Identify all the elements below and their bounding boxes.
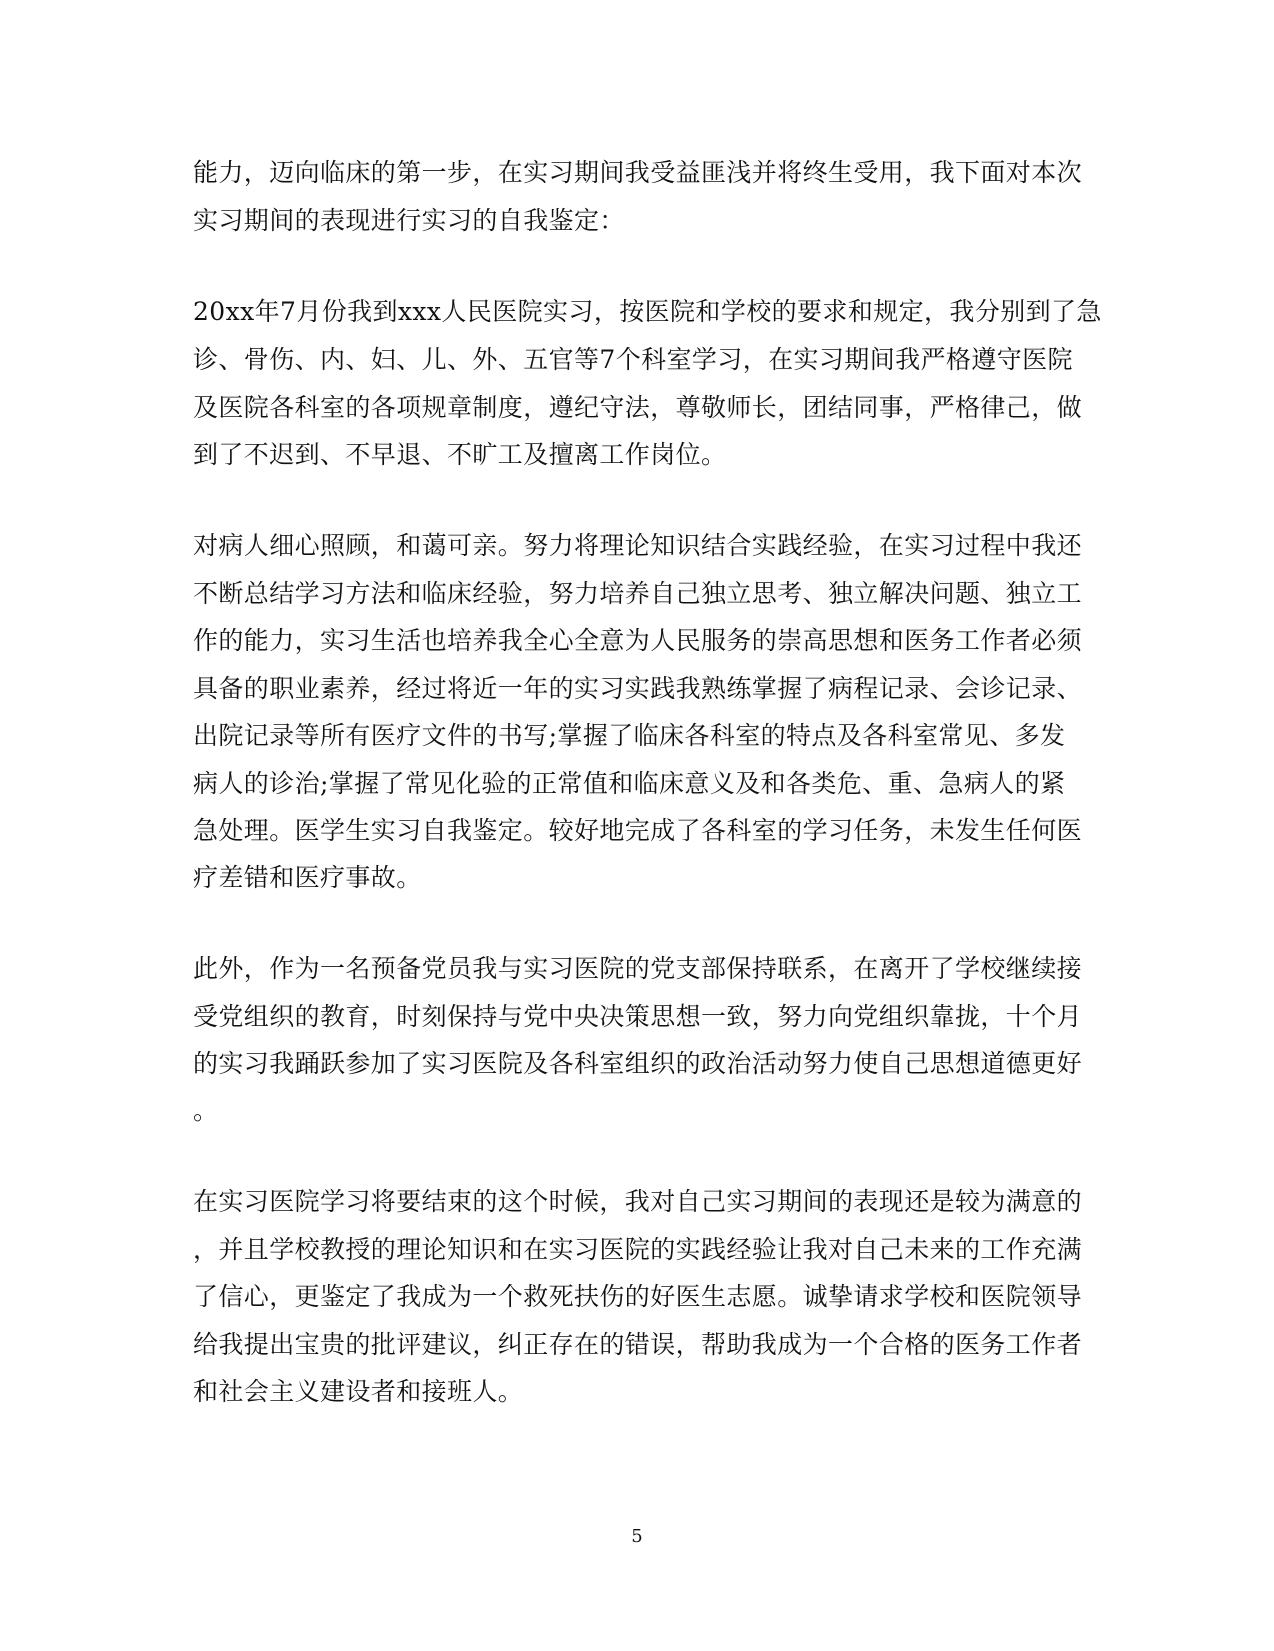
text-line: 实习期间的表现进行实习的自我鉴定： bbox=[193, 206, 625, 235]
page-number: 5 bbox=[631, 1526, 643, 1547]
text-line: ，并且学校教授的理论知识和在实习医院的实践经验让我对自己未来的工作充满 bbox=[193, 1235, 1083, 1264]
text-line: 能力，迈向临床的第一步，在实习期间我受益匪浅并将终生受用，我下面对本次 bbox=[193, 158, 1083, 187]
text-line: 。 bbox=[193, 1096, 219, 1125]
text-line: 到了不迟到、不早退、不旷工及擅离工作岗位。 bbox=[193, 440, 727, 469]
text-line: 诊、骨伤、内、妇、儿、外、五官等7个科室学习，在实习期间我严格遵守医院 bbox=[193, 345, 1073, 374]
text-line: 作的能力，实习生活也培养我全心全意为人民服务的崇高思想和医务工作者必须 bbox=[193, 626, 1083, 655]
text-line: 对病人细心照顾，和蔼可亲。努力将理论知识结合实践经验，在实习过程中我还 bbox=[193, 531, 1083, 560]
text-line: 的实习我踊跃参加了实习医院及各科室组织的政治活动努力使自己思想道德更好 bbox=[193, 1049, 1083, 1078]
text-line: 受党组织的教育，时刻保持与党中央决策思想一致，努力向党组织靠拢，十个月 bbox=[193, 1002, 1083, 1031]
text-line: 在实习医院学习将要结束的这个时候，我对自己实习期间的表现还是较为满意的 bbox=[193, 1187, 1083, 1216]
text-line: 急处理。医学生实习自我鉴定。较好地完成了各科室的学习任务，未发生任何医 bbox=[193, 816, 1083, 845]
text-line: 疗差错和医疗事故。 bbox=[193, 863, 422, 892]
text-line: 具备的职业素养，经过将近一年的实习实践我熟练掌握了病程记录、会诊记录、 bbox=[193, 674, 1083, 703]
text-line: 20xx年7月份我到xxx人民医院实习，按医院和学校的要求和规定，我分别到了急 bbox=[193, 297, 1102, 326]
text-line: 出院记录等所有医疗文件的书写;掌握了临床各科室的特点及各科室常见、多发 bbox=[193, 721, 1066, 750]
text-line: 了信心，更鉴定了我成为一个救死扶伤的好医生志愿。诚挚请求学校和医院领导 bbox=[193, 1282, 1083, 1311]
text-line: 及医院各科室的各项规章制度，遵纪守法，尊敬师长，团结同事，严格律己，做 bbox=[193, 393, 1083, 422]
text-line: 此外，作为一名预备党员我与实习医院的党支部保持联系，在离开了学校继续接 bbox=[193, 954, 1083, 983]
text-line: 和社会主义建设者和接班人。 bbox=[193, 1377, 524, 1406]
text-line: 病人的诊治;掌握了常见化验的正常值和临床意义及和各类危、重、急病人的紧 bbox=[193, 769, 1066, 798]
text-line: 给我提出宝贵的批评建议，纠正存在的错误，帮助我成为一个合格的医务工作者 bbox=[193, 1330, 1083, 1359]
text-line: 不断总结学习方法和临床经验，努力培养自己独立思考、独立解决问题、独立工 bbox=[193, 579, 1083, 608]
